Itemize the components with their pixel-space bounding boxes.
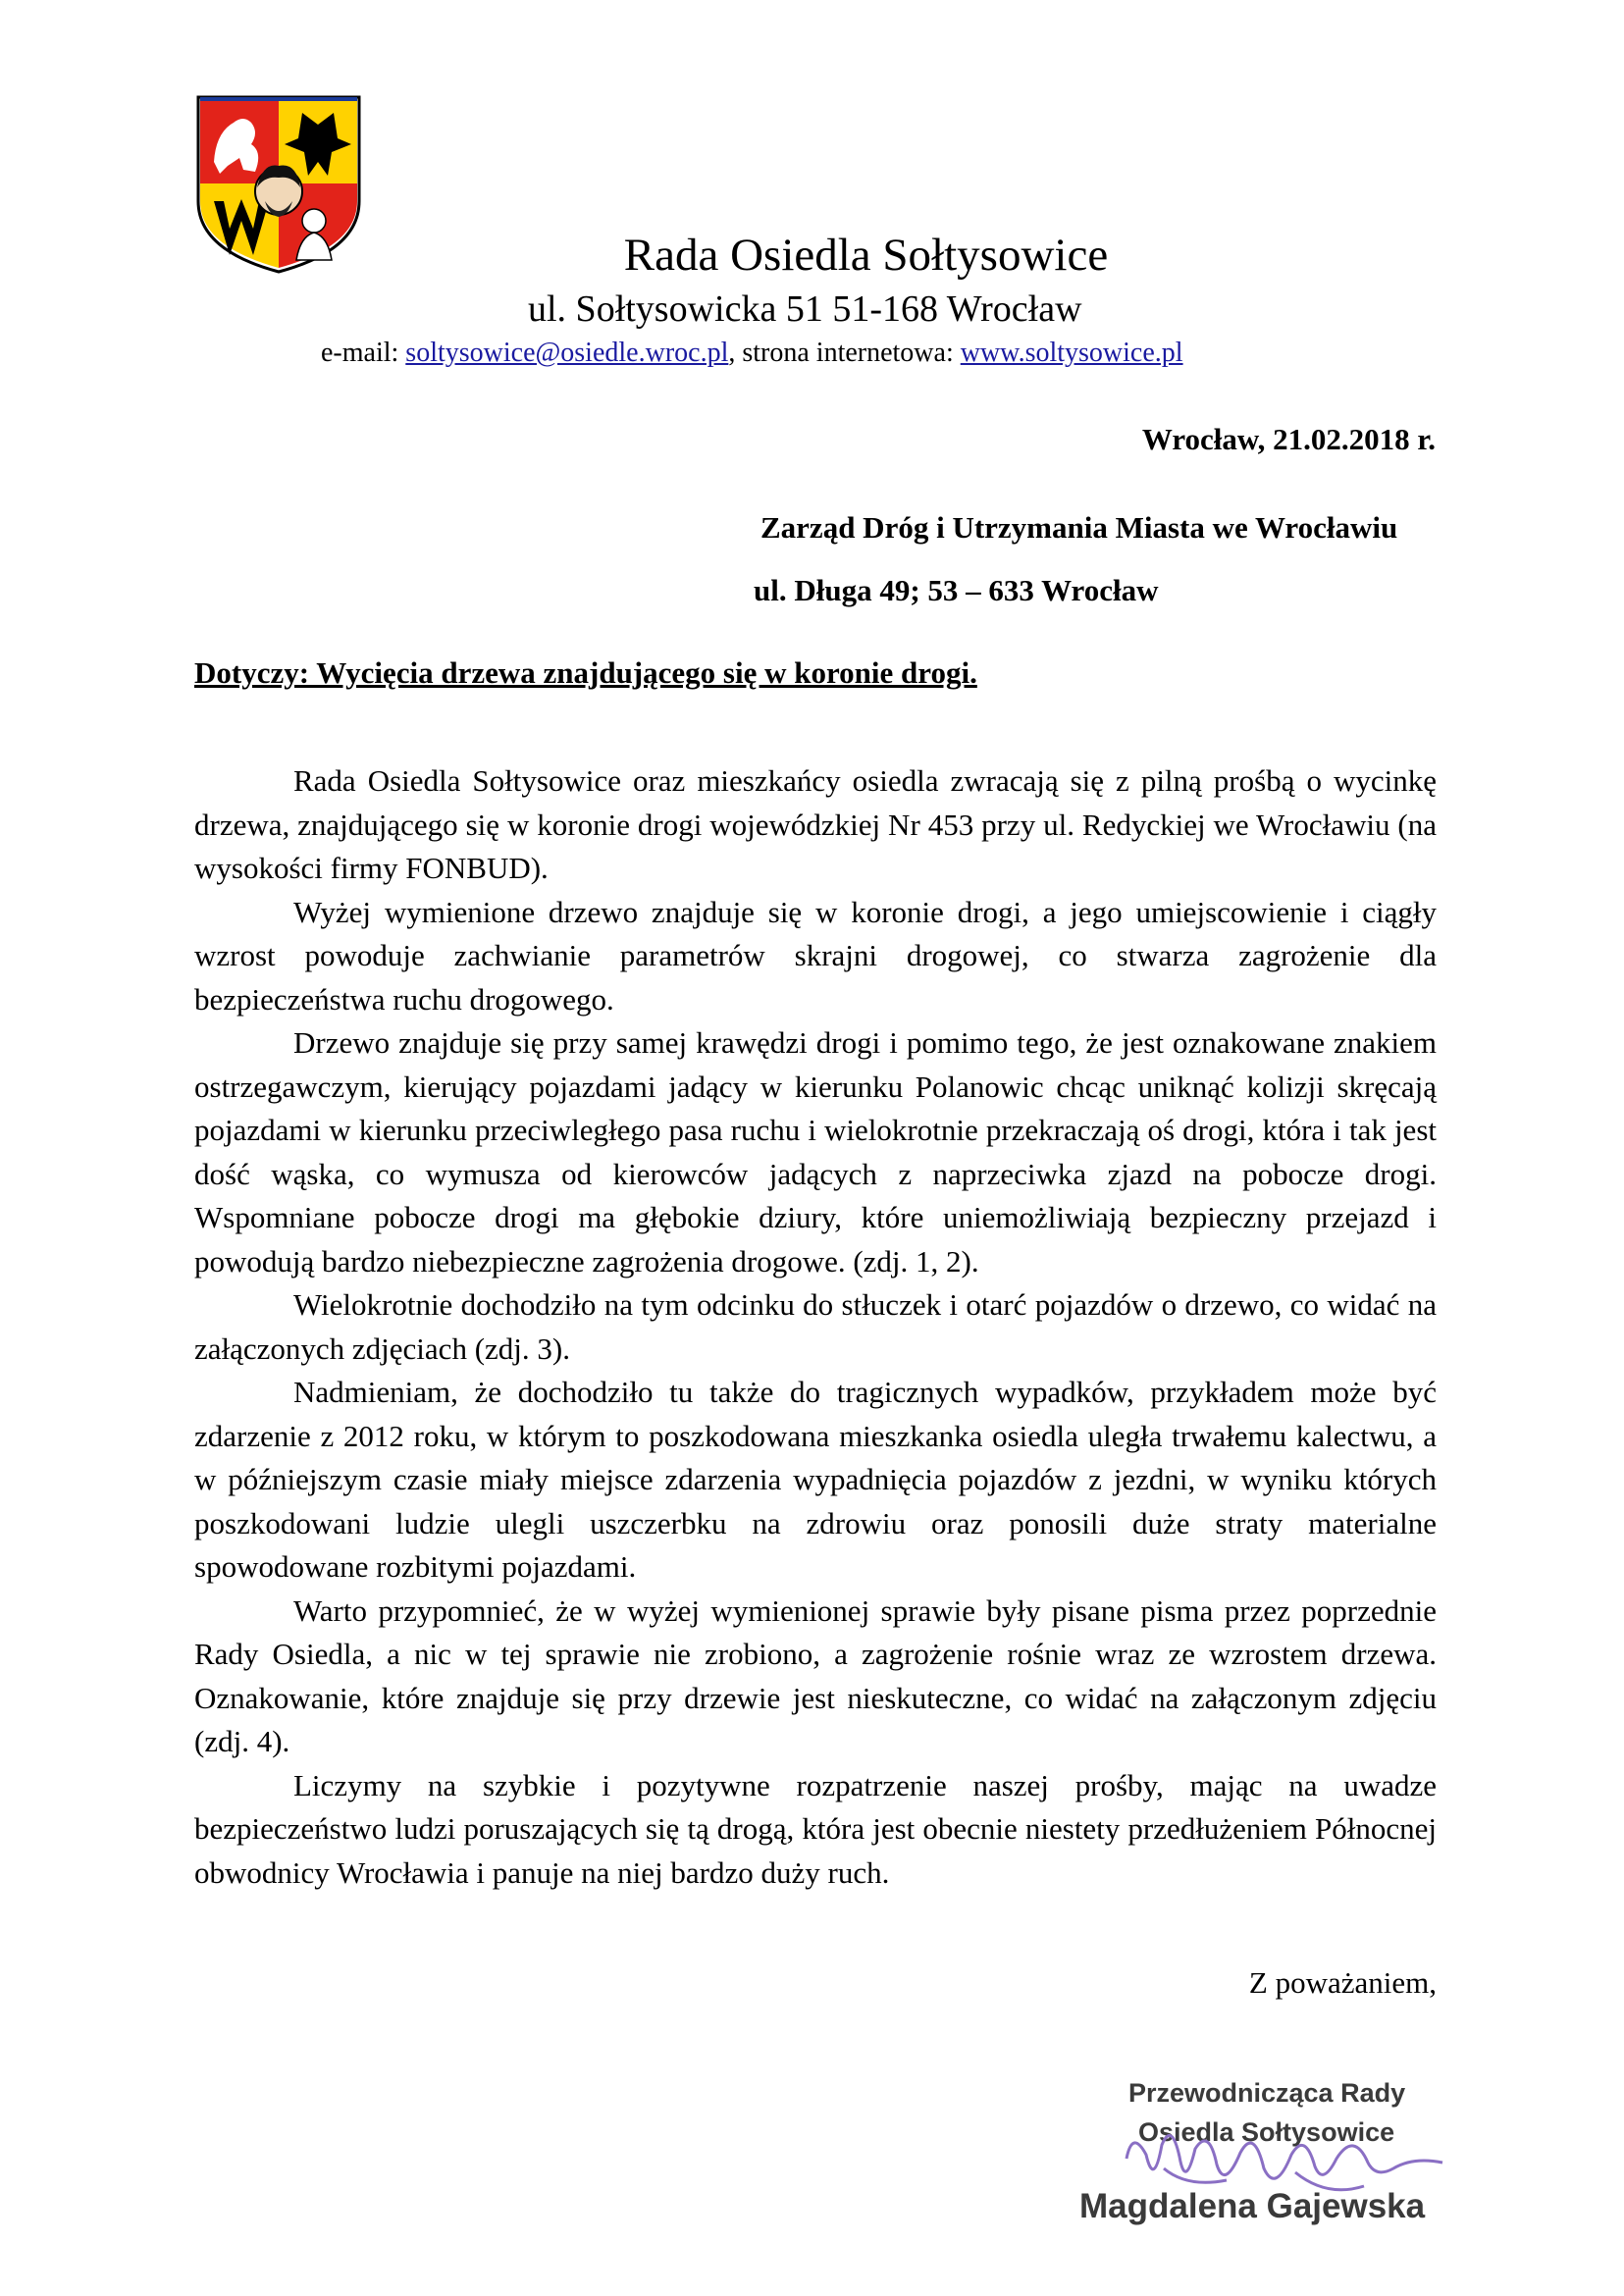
email-link[interactable]: soltysowice@osiedle.wroc.pl	[405, 338, 729, 368]
council-address: ul. Sołtysowicka 51 51-168 Wrocław	[528, 288, 1082, 330]
website-link[interactable]: www.soltysowice.pl	[960, 338, 1183, 368]
body-paragraph: Rada Osiedla Sołtysowice oraz mieszkańcy osiedla zwracają się z pilną prośbą o wycinkę drzewa, znajdującego się w koronie drogi wojewódzkiej Nr 453 przy ul. Redyckiej we Wrocławiu (na wysokości firmy FONBUD).	[194, 763, 1437, 885]
body-paragraph: Liczymy na szybkie i pozytywne rozpatrzenie naszej prośby, mając na uwadze bezpieczeństwo ludzi poruszających się tą drogą, która jest obecnie niestety przedłużeniem Północnej obwodnicy Wrocławia i panuje na niej bardzo duży ruch.	[194, 1767, 1437, 1890]
signature-stamp	[1070, 2070, 1482, 2237]
stamp-line-3: Magdalena Gajewska	[1079, 2187, 1426, 2225]
stamp-line-1: Przewodnicząca Rady	[1128, 2078, 1406, 2108]
website-label: , strona internetowa:	[728, 338, 961, 368]
body-paragraph: Warto przypomnieć, że w wyżej wymienionej sprawie były pisane pisma przez poprzednie Rady Osiedla, a nic w tej sprawie nie zrobiono, a zagrożenie rośnie wraz ze wzrostem drzewa. Oznakowanie, które znajduje się przy drzewie jest nieskuteczne, co widać na załączonym zdjęciu (zdj. 4).	[194, 1592, 1437, 1758]
council-name: Rada Osiedla Sołtysowice	[623, 230, 1109, 281]
council-contact	[321, 336, 1183, 371]
letter-date: Wrocław, 21.02.2018 r.	[1141, 422, 1436, 456]
recipient-block	[754, 508, 1398, 610]
letter-body	[194, 759, 1437, 1895]
stamp-line-2: Osiedla Sołtysowice	[1138, 2117, 1395, 2147]
closing-phrase: Z poważaniem,	[1248, 1965, 1437, 2000]
body-paragraph: Drzewo znajduje się przy samej krawędzi drogi i pomimo tego, że jest oznakowane znakiem ostrzegawczym, kierujący pojazdami jadący w kierunku Polanowic chcąc uniknąć kolizji skręcają pojazdami w kierunku przeciwległego pasa ruchu i wielokrotnie przekraczają oś drogi, która i tak jest dość wąska, co wymusza od kierowców jadących z naprzeciwka zjazd na pobocze drogi. Wspomniane pobocze drogi ma głębokie dziury, które uniemożliwiają bezpieczny przejazd i powodują bardzo niebezpieczne zagrożenia drogowe. (zdj. 1, 2).	[194, 1025, 1437, 1278]
recipient-name: Zarząd Dróg i Utrzymania Miasta we Wrocławiu	[760, 510, 1398, 545]
email-label: e-mail:	[321, 338, 406, 368]
body-paragraph: Wielokrotnie dochodziło na tym odcinku do stłuczek i otarć pojazdów o drzewo, co widać na załączonych zdjęciach (zdj. 3).	[194, 1287, 1437, 1366]
body-paragraph: Nadmieniam, że dochodziło tu także do tragicznych wypadków, przykładem może być zdarzenie z 2012 roku, w którym to poszkodowana mieszkanka osiedla uległa trwałemu kalectwu, a w późniejszym czasie miały miejsce zdarzenia wypadnięcia pojazdów z jezdni, w wyniku których poszkodowani ludzie ulegli uszczerbku na zdrowiu oraz ponosili duże straty materialne spowodowane rozbitymi pojazdami.	[194, 1375, 1437, 1584]
recipient-address: ul. Długa 49; 53 – 633 Wrocław	[754, 573, 1159, 607]
body-paragraph: Wyżej wymienione drzewo znajduje się w koronie drogi, a jego umiejscowienie i ciągły wzrost powoduje zachwianie parametrów skrajni drogowej, co stwarza zagrożenie dla bezpieczeństwa ruchu drogowego.	[194, 894, 1437, 1017]
letter-subject: Dotyczy: Wycięcia drzewa znajdującego się w koronie drogi.	[194, 655, 977, 690]
